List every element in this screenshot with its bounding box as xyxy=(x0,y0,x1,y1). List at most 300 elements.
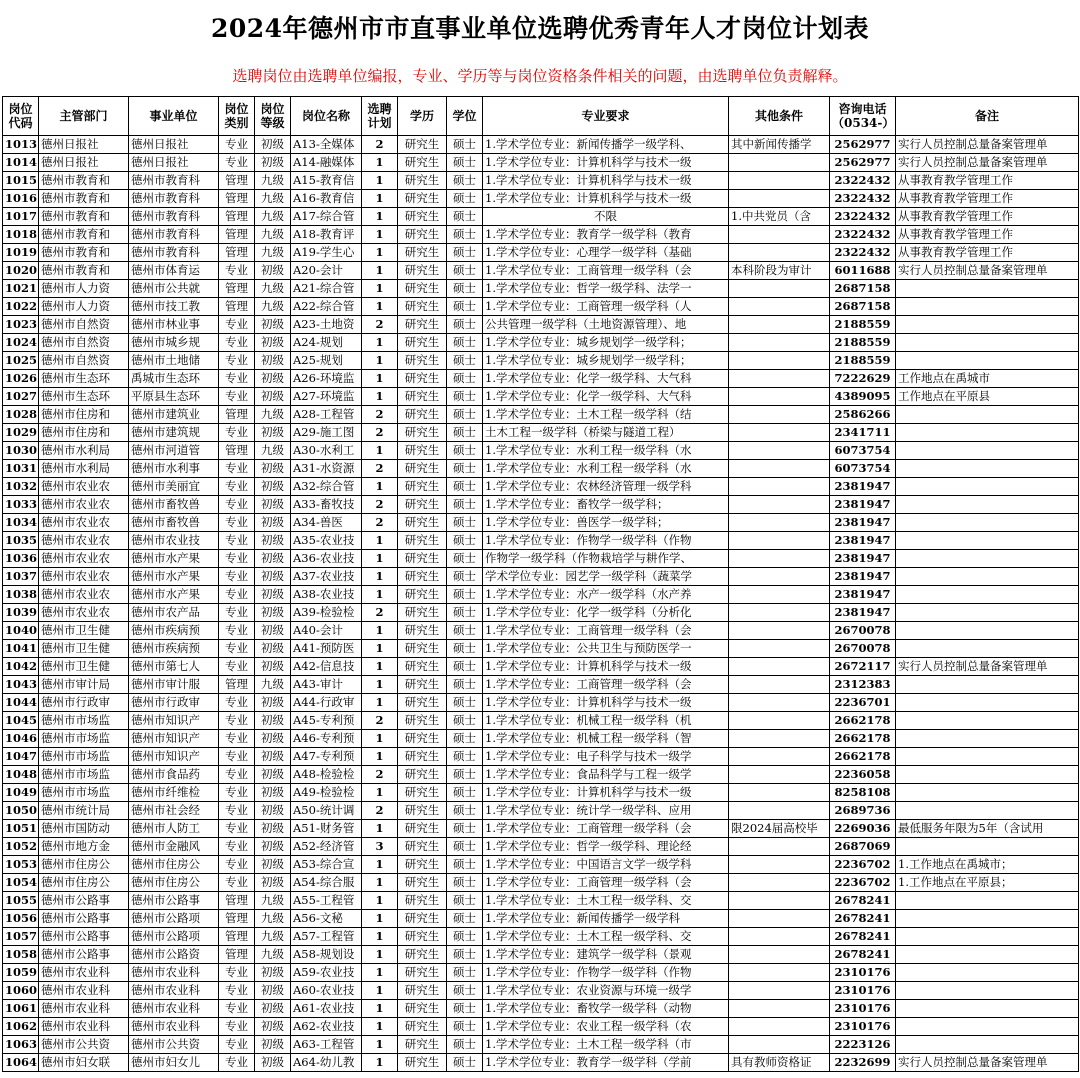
level-cell: 初级 xyxy=(255,838,291,856)
institution-cell: 德州市城乡规 xyxy=(129,334,219,352)
other-conditions-cell xyxy=(729,298,830,316)
major-requirement-cell: 1.学术学位专业：心理学一级学科（基础 xyxy=(483,244,729,262)
phone-cell: 2687069 xyxy=(830,838,896,856)
major-requirement-cell: 作物学一级学科（作物栽培学与耕作学、 xyxy=(483,550,729,568)
table-row xyxy=(3,136,1079,154)
department-cell: 德州市生态环 xyxy=(39,370,129,388)
other-conditions-cell xyxy=(729,838,830,856)
position-code-cell: 1025 xyxy=(3,352,39,370)
level-cell: 初级 xyxy=(255,964,291,982)
table-row xyxy=(3,604,1079,622)
category-cell: 专业 xyxy=(219,388,255,406)
phone-cell: 2562977 xyxy=(830,154,896,172)
category-cell: 专业 xyxy=(219,856,255,874)
plan-count-cell: 1 xyxy=(362,262,398,280)
header-row xyxy=(3,97,1079,136)
position-code-cell: 1018 xyxy=(3,226,39,244)
position-name-cell: A14-融媒体 xyxy=(291,154,362,172)
level-cell: 初级 xyxy=(255,982,291,1000)
department-cell: 德州市住房和 xyxy=(39,424,129,442)
position-name-cell: A46-专利预 xyxy=(291,730,362,748)
other-conditions-cell xyxy=(729,1018,830,1036)
other-conditions-cell xyxy=(729,640,830,658)
plan-count-cell: 1 xyxy=(362,1018,398,1036)
level-cell: 九级 xyxy=(255,442,291,460)
table-row xyxy=(3,694,1079,712)
degree-cell: 硕士 xyxy=(447,190,483,208)
major-requirement-cell: 1.学术学位专业：兽医学一级学科； xyxy=(483,514,729,532)
other-conditions-cell xyxy=(729,676,830,694)
department-cell: 德州市市场监 xyxy=(39,784,129,802)
other-conditions-cell xyxy=(729,928,830,946)
plan-count-cell: 2 xyxy=(362,316,398,334)
remarks-cell xyxy=(896,334,1079,352)
institution-cell: 德州市林业事 xyxy=(129,316,219,334)
major-requirement-cell: 土木工程一级学科（桥梁与隧道工程） xyxy=(483,424,729,442)
remarks-cell xyxy=(896,964,1079,982)
table-row xyxy=(3,514,1079,532)
position-code-cell: 1046 xyxy=(3,730,39,748)
phone-cell: 2678241 xyxy=(830,892,896,910)
level-cell: 初级 xyxy=(255,640,291,658)
header-cell: 其他条件 xyxy=(729,97,830,136)
phone-cell: 2236702 xyxy=(830,856,896,874)
degree-cell: 硕士 xyxy=(447,640,483,658)
education-cell: 研究生 xyxy=(398,676,447,694)
position-name-cell: A50-统计调 xyxy=(291,802,362,820)
education-cell: 研究生 xyxy=(398,208,447,226)
institution-cell: 德州市农产品 xyxy=(129,604,219,622)
major-requirement-cell: 1.学术学位专业：哲学一级学科、理论经 xyxy=(483,838,729,856)
major-requirement-cell: 1.学术学位专业：畜牧学一级学科（动物 xyxy=(483,1000,729,1018)
education-cell: 研究生 xyxy=(398,172,447,190)
department-cell: 德州市水利局 xyxy=(39,460,129,478)
position-code-cell: 1023 xyxy=(3,316,39,334)
institution-cell: 德州市住房公 xyxy=(129,874,219,892)
remarks-cell xyxy=(896,406,1079,424)
degree-cell: 硕士 xyxy=(447,694,483,712)
plan-count-cell: 1 xyxy=(362,640,398,658)
table-row xyxy=(3,712,1079,730)
education-cell: 研究生 xyxy=(398,694,447,712)
category-cell: 专业 xyxy=(219,838,255,856)
major-requirement-cell: 1.学术学位专业：土木工程一级学科（市 xyxy=(483,1036,729,1054)
degree-cell: 硕士 xyxy=(447,712,483,730)
education-cell: 研究生 xyxy=(398,460,447,478)
major-requirement-cell: 1.学术学位专业：计算机科学与技术一级 xyxy=(483,694,729,712)
level-cell: 九级 xyxy=(255,280,291,298)
education-cell: 研究生 xyxy=(398,784,447,802)
institution-cell: 德州日报社 xyxy=(129,154,219,172)
education-cell: 研究生 xyxy=(398,1018,447,1036)
major-requirement-cell: 1.学术学位专业：计算机科学与技术一级 xyxy=(483,784,729,802)
level-cell: 九级 xyxy=(255,676,291,694)
education-cell: 研究生 xyxy=(398,568,447,586)
major-requirement-cell: 1.学术学位专业：工商管理一级学科（会 xyxy=(483,820,729,838)
other-conditions-cell xyxy=(729,1036,830,1054)
major-requirement-cell: 1.学术学位专业：计算机科学与技术一级 xyxy=(483,190,729,208)
position-name-cell: A54-综合服 xyxy=(291,874,362,892)
institution-cell: 德州市第七人 xyxy=(129,658,219,676)
institution-cell: 德州市行政审 xyxy=(129,694,219,712)
plan-count-cell: 1 xyxy=(362,784,398,802)
institution-cell: 禹城市生态环 xyxy=(129,370,219,388)
major-requirement-cell: 1.学术学位专业：农林经济管理一级学科 xyxy=(483,478,729,496)
remarks-cell xyxy=(896,910,1079,928)
remarks-cell xyxy=(896,316,1079,334)
major-requirement-cell: 1.学术学位专业：中国语言文学一级学科 xyxy=(483,856,729,874)
other-conditions-cell xyxy=(729,496,830,514)
other-conditions-cell xyxy=(729,244,830,262)
education-cell: 研究生 xyxy=(398,748,447,766)
category-cell: 管理 xyxy=(219,892,255,910)
position-code-cell: 1041 xyxy=(3,640,39,658)
category-cell: 专业 xyxy=(219,766,255,784)
plan-count-cell: 2 xyxy=(362,424,398,442)
phone-cell: 2322432 xyxy=(830,172,896,190)
header-cell: 备注 xyxy=(896,97,1079,136)
position-code-cell: 1022 xyxy=(3,298,39,316)
remarks-cell xyxy=(896,280,1079,298)
category-cell: 专业 xyxy=(219,1054,255,1072)
position-code-cell: 1021 xyxy=(3,280,39,298)
table-row xyxy=(3,820,1079,838)
major-requirement-cell: 不限 xyxy=(483,208,729,226)
degree-cell: 硕士 xyxy=(447,676,483,694)
institution-cell: 德州市农业科 xyxy=(129,964,219,982)
position-code-cell: 1040 xyxy=(3,622,39,640)
category-cell: 管理 xyxy=(219,280,255,298)
other-conditions-cell xyxy=(729,856,830,874)
degree-cell: 硕士 xyxy=(447,892,483,910)
education-cell: 研究生 xyxy=(398,802,447,820)
major-requirement-cell: 1.学术学位专业：电子科学与技术一级学 xyxy=(483,748,729,766)
phone-cell: 6073754 xyxy=(830,460,896,478)
level-cell: 初级 xyxy=(255,532,291,550)
other-conditions-cell xyxy=(729,658,830,676)
department-cell: 德州市卫生健 xyxy=(39,640,129,658)
remarks-cell xyxy=(896,1036,1079,1054)
remarks-cell: 从事教育教学管理工作 xyxy=(896,172,1079,190)
remarks-cell xyxy=(896,460,1079,478)
level-cell: 初级 xyxy=(255,604,291,622)
table-row xyxy=(3,838,1079,856)
phone-cell: 2687158 xyxy=(830,298,896,316)
other-conditions-cell xyxy=(729,730,830,748)
other-conditions-cell xyxy=(729,172,830,190)
institution-cell: 德州市食品药 xyxy=(129,766,219,784)
level-cell: 初级 xyxy=(255,1018,291,1036)
header-cell: 岗位类别 xyxy=(219,97,255,136)
department-cell: 德州市市场监 xyxy=(39,748,129,766)
department-cell: 德州市市场监 xyxy=(39,712,129,730)
department-cell: 德州市农业科 xyxy=(39,982,129,1000)
institution-cell: 德州市教育科 xyxy=(129,172,219,190)
major-requirement-cell: 1.学术学位专业：工商管理一级学科（会 xyxy=(483,262,729,280)
position-code-cell: 1029 xyxy=(3,424,39,442)
major-requirement-cell: 1.学术学位专业：工商管理一级学科（人 xyxy=(483,298,729,316)
level-cell: 初级 xyxy=(255,874,291,892)
position-name-cell: A19-学生心 xyxy=(291,244,362,262)
degree-cell: 硕士 xyxy=(447,748,483,766)
category-cell: 专业 xyxy=(219,154,255,172)
position-code-cell: 1030 xyxy=(3,442,39,460)
remarks-cell xyxy=(896,514,1079,532)
degree-cell: 硕士 xyxy=(447,226,483,244)
table-container xyxy=(2,96,1078,1072)
major-requirement-cell: 1.学术学位专业：食品科学与工程一级学 xyxy=(483,766,729,784)
phone-cell: 2678241 xyxy=(830,910,896,928)
other-conditions-cell xyxy=(729,442,830,460)
remarks-cell: 实行人员控制总量备案管理单 xyxy=(896,1054,1079,1072)
department-cell: 德州市农业农 xyxy=(39,586,129,604)
position-name-cell: A38-农业技 xyxy=(291,586,362,604)
table-row xyxy=(3,442,1079,460)
plan-count-cell: 1 xyxy=(362,334,398,352)
education-cell: 研究生 xyxy=(398,154,447,172)
other-conditions-cell xyxy=(729,964,830,982)
phone-cell: 2236702 xyxy=(830,874,896,892)
remarks-cell xyxy=(896,550,1079,568)
institution-cell: 德州市建筑规 xyxy=(129,424,219,442)
institution-cell: 德州市公共就 xyxy=(129,280,219,298)
major-requirement-cell: 1.学术学位专业：工商管理一级学科（会 xyxy=(483,676,729,694)
education-cell: 研究生 xyxy=(398,838,447,856)
other-conditions-cell xyxy=(729,514,830,532)
education-cell: 研究生 xyxy=(398,262,447,280)
remarks-cell xyxy=(896,586,1079,604)
plan-count-cell: 2 xyxy=(362,514,398,532)
institution-cell: 德州市审计服 xyxy=(129,676,219,694)
position-code-cell: 1054 xyxy=(3,874,39,892)
table-row xyxy=(3,676,1079,694)
education-cell: 研究生 xyxy=(398,604,447,622)
category-cell: 专业 xyxy=(219,136,255,154)
major-requirement-cell: 1.学术学位专业：城乡规划学一级学科； xyxy=(483,334,729,352)
table-row xyxy=(3,1036,1079,1054)
major-requirement-cell: 1.学术学位专业：计算机科学与技术一级 xyxy=(483,154,729,172)
major-requirement-cell: 1.学术学位专业：化学一级学科、大气科 xyxy=(483,388,729,406)
phone-cell: 2381947 xyxy=(830,532,896,550)
other-conditions-cell xyxy=(729,280,830,298)
table-row xyxy=(3,928,1079,946)
position-code-cell: 1038 xyxy=(3,586,39,604)
table-row xyxy=(3,496,1079,514)
position-name-cell: A37-农业技 xyxy=(291,568,362,586)
category-cell: 专业 xyxy=(219,532,255,550)
education-cell: 研究生 xyxy=(398,280,447,298)
education-cell: 研究生 xyxy=(398,478,447,496)
table-row xyxy=(3,352,1079,370)
department-cell: 德州市水利局 xyxy=(39,442,129,460)
position-code-cell: 1016 xyxy=(3,190,39,208)
remarks-cell xyxy=(896,838,1079,856)
phone-cell: 2689736 xyxy=(830,802,896,820)
remarks-cell xyxy=(896,892,1079,910)
remarks-cell xyxy=(896,532,1079,550)
position-name-cell: A18-教育评 xyxy=(291,226,362,244)
position-plan-table xyxy=(2,96,1079,1072)
department-cell: 德州市公路事 xyxy=(39,892,129,910)
institution-cell: 德州日报社 xyxy=(129,136,219,154)
position-code-cell: 1031 xyxy=(3,460,39,478)
phone-cell: 2381947 xyxy=(830,478,896,496)
level-cell: 初级 xyxy=(255,730,291,748)
level-cell: 初级 xyxy=(255,586,291,604)
position-code-cell: 1057 xyxy=(3,928,39,946)
level-cell: 初级 xyxy=(255,550,291,568)
education-cell: 研究生 xyxy=(398,514,447,532)
education-cell: 研究生 xyxy=(398,586,447,604)
position-name-cell: A62-农业技 xyxy=(291,1018,362,1036)
other-conditions-cell xyxy=(729,352,830,370)
level-cell: 九级 xyxy=(255,298,291,316)
position-code-cell: 1032 xyxy=(3,478,39,496)
position-code-cell: 1028 xyxy=(3,406,39,424)
remarks-cell xyxy=(896,1000,1079,1018)
department-cell: 德州市农业农 xyxy=(39,496,129,514)
remarks-cell xyxy=(896,640,1079,658)
category-cell: 专业 xyxy=(219,496,255,514)
category-cell: 管理 xyxy=(219,946,255,964)
institution-cell: 德州市疾病预 xyxy=(129,622,219,640)
other-conditions-cell: 1.中共党员（含 xyxy=(729,208,830,226)
other-conditions-cell xyxy=(729,694,830,712)
education-cell: 研究生 xyxy=(398,982,447,1000)
position-name-cell: A35-农业技 xyxy=(291,532,362,550)
phone-cell: 2236058 xyxy=(830,766,896,784)
table-row xyxy=(3,550,1079,568)
major-requirement-cell: 1.学术学位专业：教育学一级学科（教育 xyxy=(483,226,729,244)
education-cell: 研究生 xyxy=(398,730,447,748)
level-cell: 初级 xyxy=(255,802,291,820)
degree-cell: 硕士 xyxy=(447,802,483,820)
department-cell: 德州市公路事 xyxy=(39,946,129,964)
table-row xyxy=(3,190,1079,208)
department-cell: 德州市住房和 xyxy=(39,406,129,424)
degree-cell: 硕士 xyxy=(447,604,483,622)
table-row xyxy=(3,478,1079,496)
remarks-cell xyxy=(896,712,1079,730)
phone-cell: 7222629 xyxy=(830,370,896,388)
header-cell: 主管部门 xyxy=(39,97,129,136)
notice-text: 选聘岗位由选聘单位编报，专业、学历等与岗位资格条件相关的问题，由选聘单位负责解释。 xyxy=(232,67,848,85)
position-code-cell: 1044 xyxy=(3,694,39,712)
plan-count-cell: 1 xyxy=(362,730,398,748)
phone-cell: 8258108 xyxy=(830,784,896,802)
category-cell: 管理 xyxy=(219,298,255,316)
category-cell: 专业 xyxy=(219,622,255,640)
phone-cell: 2381947 xyxy=(830,568,896,586)
plan-count-cell: 1 xyxy=(362,874,398,892)
plan-count-cell: 1 xyxy=(362,964,398,982)
category-cell: 管理 xyxy=(219,172,255,190)
department-cell: 德州市统计局 xyxy=(39,802,129,820)
level-cell: 九级 xyxy=(255,406,291,424)
position-name-cell: A25-规划 xyxy=(291,352,362,370)
header-cell: 岗位名称 xyxy=(291,97,362,136)
position-code-cell: 1045 xyxy=(3,712,39,730)
education-cell: 研究生 xyxy=(398,640,447,658)
degree-cell: 硕士 xyxy=(447,424,483,442)
position-name-cell: A48-检验检 xyxy=(291,766,362,784)
education-cell: 研究生 xyxy=(398,406,447,424)
institution-cell: 德州市农业技 xyxy=(129,532,219,550)
level-cell: 初级 xyxy=(255,784,291,802)
major-requirement-cell: 1.学术学位专业：哲学一级学科、法学一 xyxy=(483,280,729,298)
degree-cell: 硕士 xyxy=(447,820,483,838)
category-cell: 专业 xyxy=(219,1000,255,1018)
position-name-cell: A45-专利预 xyxy=(291,712,362,730)
education-cell: 研究生 xyxy=(398,874,447,892)
table-row xyxy=(3,406,1079,424)
category-cell: 专业 xyxy=(219,586,255,604)
plan-count-cell: 2 xyxy=(362,766,398,784)
department-cell: 德州市公路事 xyxy=(39,928,129,946)
table-row xyxy=(3,568,1079,586)
institution-cell: 德州市纤维检 xyxy=(129,784,219,802)
education-cell: 研究生 xyxy=(398,226,447,244)
plan-count-cell: 3 xyxy=(362,838,398,856)
department-cell: 德州市妇女联 xyxy=(39,1054,129,1072)
institution-cell: 德州市体育运 xyxy=(129,262,219,280)
table-body xyxy=(3,136,1079,1072)
position-name-cell: A21-综合管 xyxy=(291,280,362,298)
degree-cell: 硕士 xyxy=(447,406,483,424)
level-cell: 九级 xyxy=(255,244,291,262)
institution-cell: 德州市公路事 xyxy=(129,892,219,910)
position-name-cell: A17-综合管 xyxy=(291,208,362,226)
level-cell: 九级 xyxy=(255,928,291,946)
category-cell: 专业 xyxy=(219,694,255,712)
institution-cell: 德州市畜牧兽 xyxy=(129,496,219,514)
institution-cell: 德州市社会经 xyxy=(129,802,219,820)
department-cell: 德州市教育和 xyxy=(39,226,129,244)
other-conditions-cell xyxy=(729,370,830,388)
major-requirement-cell: 1.学术学位专业：机械工程一级学科（机 xyxy=(483,712,729,730)
position-code-cell: 1039 xyxy=(3,604,39,622)
department-cell: 德州市市场监 xyxy=(39,730,129,748)
degree-cell: 硕士 xyxy=(447,568,483,586)
position-code-cell: 1058 xyxy=(3,946,39,964)
category-cell: 专业 xyxy=(219,370,255,388)
education-cell: 研究生 xyxy=(398,658,447,676)
institution-cell: 德州市知识产 xyxy=(129,730,219,748)
plan-count-cell: 2 xyxy=(362,802,398,820)
other-conditions-cell xyxy=(729,982,830,1000)
major-requirement-cell: 1.学术学位专业：土木工程一级学科、交 xyxy=(483,928,729,946)
degree-cell: 硕士 xyxy=(447,388,483,406)
degree-cell: 硕士 xyxy=(447,298,483,316)
header-cell: 咨询电话（0534-） xyxy=(830,97,896,136)
position-name-cell: A56-文秘 xyxy=(291,910,362,928)
remarks-cell xyxy=(896,604,1079,622)
table-row xyxy=(3,424,1079,442)
position-name-cell: A33-畜牧技 xyxy=(291,496,362,514)
remarks-cell xyxy=(896,946,1079,964)
level-cell: 初级 xyxy=(255,388,291,406)
phone-cell: 6011688 xyxy=(830,262,896,280)
position-name-cell: A61-农业技 xyxy=(291,1000,362,1018)
position-code-cell: 1056 xyxy=(3,910,39,928)
table-row xyxy=(3,460,1079,478)
other-conditions-cell xyxy=(729,532,830,550)
category-cell: 专业 xyxy=(219,820,255,838)
degree-cell: 硕士 xyxy=(447,856,483,874)
education-cell: 研究生 xyxy=(398,388,447,406)
institution-cell: 德州市水产果 xyxy=(129,568,219,586)
department-cell: 德州市审计局 xyxy=(39,676,129,694)
